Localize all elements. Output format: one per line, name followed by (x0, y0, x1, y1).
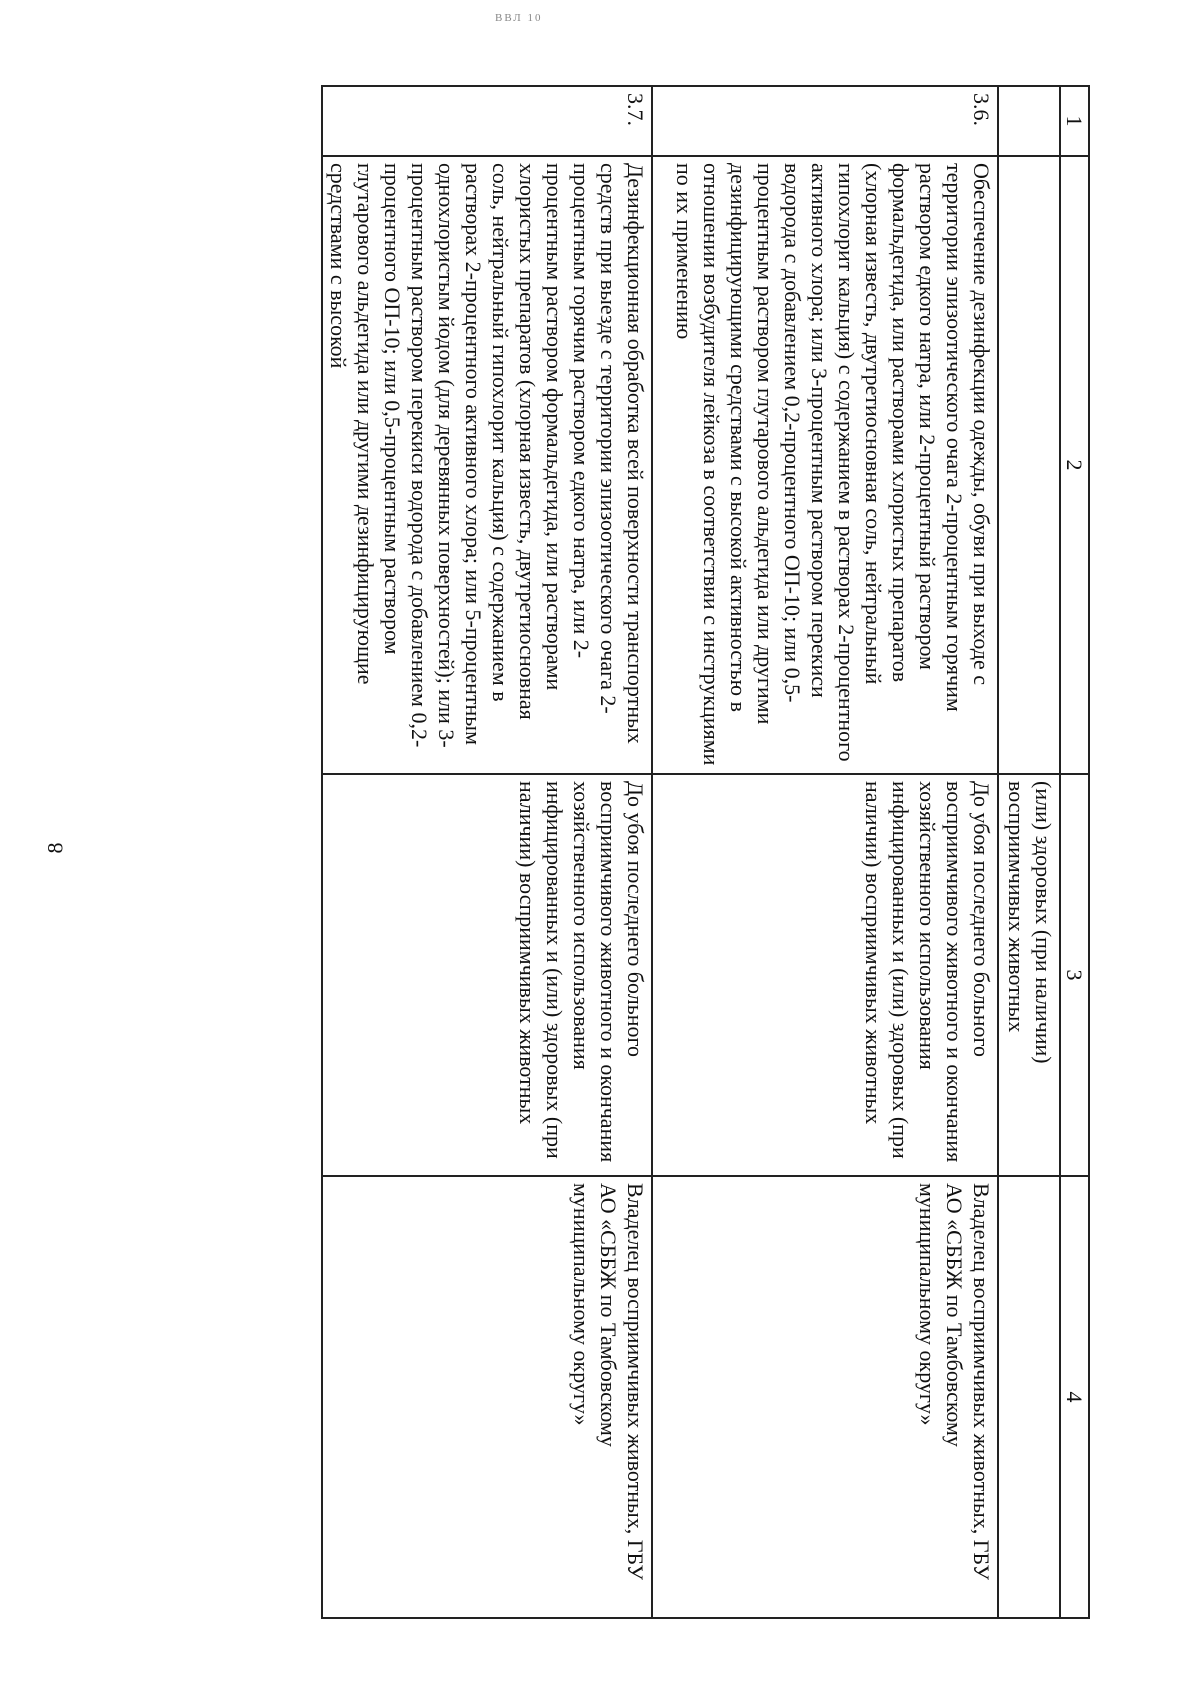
rotated-table-container (321, 85, 1090, 1617)
header-cell-2: 2 (1060, 156, 1089, 774)
scan-mark: ВВЛ 10 (495, 12, 543, 24)
page-number: 8 (42, 842, 68, 854)
cell-responsible: Владелец восприимчивых животных, ГБУ АО «СББЖ по Тамбовскому муниципальному округу» (322, 1176, 652, 1618)
header-cell-3: 3 (1060, 774, 1089, 1176)
cell-number: 3.6. (652, 86, 998, 156)
cell-responsible (998, 1176, 1060, 1618)
cell-measure: Дезинфекционная обработка всей поверхности транспортных средств при выезде с территории эпизоотического очага 2-процентным горячим раствором едкого натра, или 2-процентным раствором формальдегида, или растворами хлористых препаратов (хлорная известь, двутретиосновная соль, нейтральный гипохлорит кальция) с содержанием в растворах 2-процентного активного хлора; или 5-процентным однохлористым йодом (для деревянных поверхностей); или 3-процентным раствором перекиси водорода с добавлением 0,2-процентного ОП-10; или 0,5-процентным раствором глутарового альдегида или другими дезинфицирующие средствами с высокой (322, 156, 652, 774)
header-cell-4: 4 (1060, 1176, 1089, 1618)
header-row (1060, 86, 1089, 1618)
cell-term: До убоя последнего больного восприимчивого животного и окончания хозяйственного использования инфицированных и (или) здоровых (при наличии) восприимчивых животных (652, 774, 998, 1176)
measures-table (321, 85, 1090, 1619)
cell-term: (или) здоровых (при наличии) восприимчивых животных (998, 774, 1060, 1176)
table-row-continuation (998, 86, 1060, 1618)
table-row (322, 86, 652, 1618)
cell-responsible: Владелец восприимчивых животных, ГБУ АО «СББЖ по Тамбовскому муниципальному округу» (652, 1176, 998, 1618)
cell-measure: Обеспечение дезинфекции одежды, обуви при выходе с территории эпизоотического очага 2-процентным горячим раствором едкого натра, или 2-процентный раствором формальдегида, или растворами хлористых препаратов (хлорная известь, двутретиосновная соль, нейтральный гипохлорит кальция) с содержанием в растворах 2-процентного активного хлора; или 3-процентным раствором перекиси водорода с добавлением 0,2-процентного ОП-10; или 0,5-процентным раствором глутарового альдегида или другими дезинфицирующими средствами с высокой активностью в отношении возбудителя лейкоза в соответствии с инструкциями по их применению (652, 156, 998, 774)
cell-number (998, 86, 1060, 156)
cell-number: 3.7. (322, 86, 652, 156)
cell-measure (998, 156, 1060, 774)
table-row (652, 86, 998, 1618)
cell-term: До убоя последнего больного восприимчивого животного и окончания хозяйственного использования инфицированных и (или) здоровых (при наличии) восприимчивых животных (322, 774, 652, 1176)
header-cell-1: 1 (1060, 86, 1089, 156)
